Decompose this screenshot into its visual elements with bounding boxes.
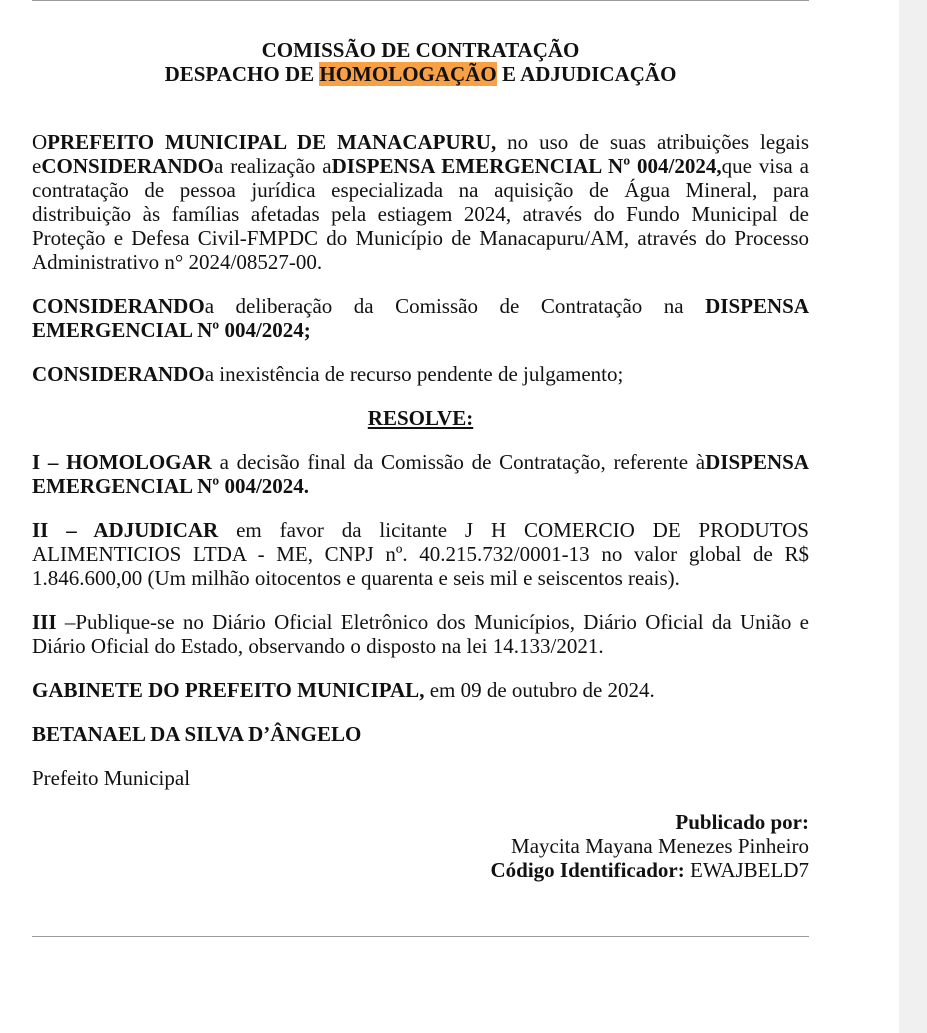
item-publique xyxy=(32,610,809,658)
text-run: –Publique-se no Diário Oficial Eletrônico dos Municípios, Diário Oficial da União e Diário Oficial do Estado, observando o disposto na lei 14.133/2021. xyxy=(32,610,809,658)
search-highlight: HOMOLOGAÇÃO xyxy=(319,62,497,86)
text-run: a realização a xyxy=(214,154,332,178)
text-run: EWAJBELD7 xyxy=(684,858,809,882)
bottom-divider xyxy=(32,936,809,937)
document-body xyxy=(32,38,809,882)
bold-run: CONSIDERANDO xyxy=(32,362,205,386)
top-divider xyxy=(32,0,809,1)
bold-run: BETANAEL DA SILVA D’ÂNGELO xyxy=(32,722,362,746)
paragraph-preamble xyxy=(32,130,809,274)
publisher-name: Maycita Mayana Menezes Pinheiro xyxy=(511,834,809,858)
text-run: O xyxy=(32,130,48,154)
bold-run: II – ADJUDICAR xyxy=(32,518,219,542)
published-by-label xyxy=(32,810,809,834)
bold-run: DISPENSA EMERGENCIAL Nº 004/2024. xyxy=(32,450,809,498)
bold-run: PREFEITO MUNICIPAL DE MANACAPURU, xyxy=(47,130,497,154)
header-suffix: E ADJUDICAÇÃO xyxy=(496,62,677,86)
right-margin-panel xyxy=(899,0,927,1033)
text-run: a inexistência de recurso pendente de julgamento; xyxy=(204,362,624,386)
signer-role: Prefeito Municipal xyxy=(32,766,191,790)
paragraph-considerando-2 xyxy=(32,362,809,386)
bold-run: Publicado por: xyxy=(675,810,809,834)
text-run: que visa a contratação de pessoa jurídica especializada na aquisição de Água Mineral, para distribuição às famílias afetadas pela estiagem 2024, através do Fundo Municipal de Proteção e Defesa Civil-FMPDC do Município de Manacapuru/AM, através do Processo Administrativo n° 2024/08527-00. xyxy=(32,154,809,274)
bold-run: CONSIDERANDO xyxy=(41,154,215,178)
bold-run: GABINETE DO PREFEITO MUNICIPAL, xyxy=(32,678,425,702)
bold-run: Código Identificador: xyxy=(490,858,685,882)
publication-block xyxy=(32,810,809,882)
bold-run: III xyxy=(32,610,57,634)
bold-run: CONSIDERANDO xyxy=(32,294,205,318)
text-run: no uso de suas atribuições legais e xyxy=(32,130,809,178)
bold-run: DISPENSA EMERGENCIAL Nº 004/2024, xyxy=(331,154,722,178)
bold-run: I – HOMOLOGAR xyxy=(32,450,212,474)
identifier-code xyxy=(32,858,809,882)
gabinete-line xyxy=(32,678,809,702)
bold-run: DISPENSA EMERGENCIAL Nº 004/2024; xyxy=(32,294,809,342)
item-homologar xyxy=(32,450,809,498)
header-line-1: COMISSÃO DE CONTRATAÇÃO xyxy=(261,38,580,62)
item-adjudicar xyxy=(32,518,809,590)
header-prefix: DESPACHO DE xyxy=(164,62,320,86)
text-run: a decisão final da Comissão de Contratação, referente à xyxy=(211,450,706,474)
text-run: a deliberação da Comissão de Contratação na xyxy=(204,294,706,318)
text-run: em favor da licitante J H COMERCIO DE PRODUTOS ALIMENTICIOS LTDA - ME, CNPJ nº. 40.215.732/0001-13 no valor global de R$ 1.846.600,00 (Um milhão oitocentos e quarenta e seis mil e seiscentos reais). xyxy=(32,518,809,590)
signer-name xyxy=(32,722,809,746)
header-line-2 xyxy=(32,62,809,86)
paragraph-considerando-1 xyxy=(32,294,809,342)
text-run: em 09 de outubro de 2024. xyxy=(424,678,655,702)
resolve-heading: RESOLVE: xyxy=(367,406,474,430)
